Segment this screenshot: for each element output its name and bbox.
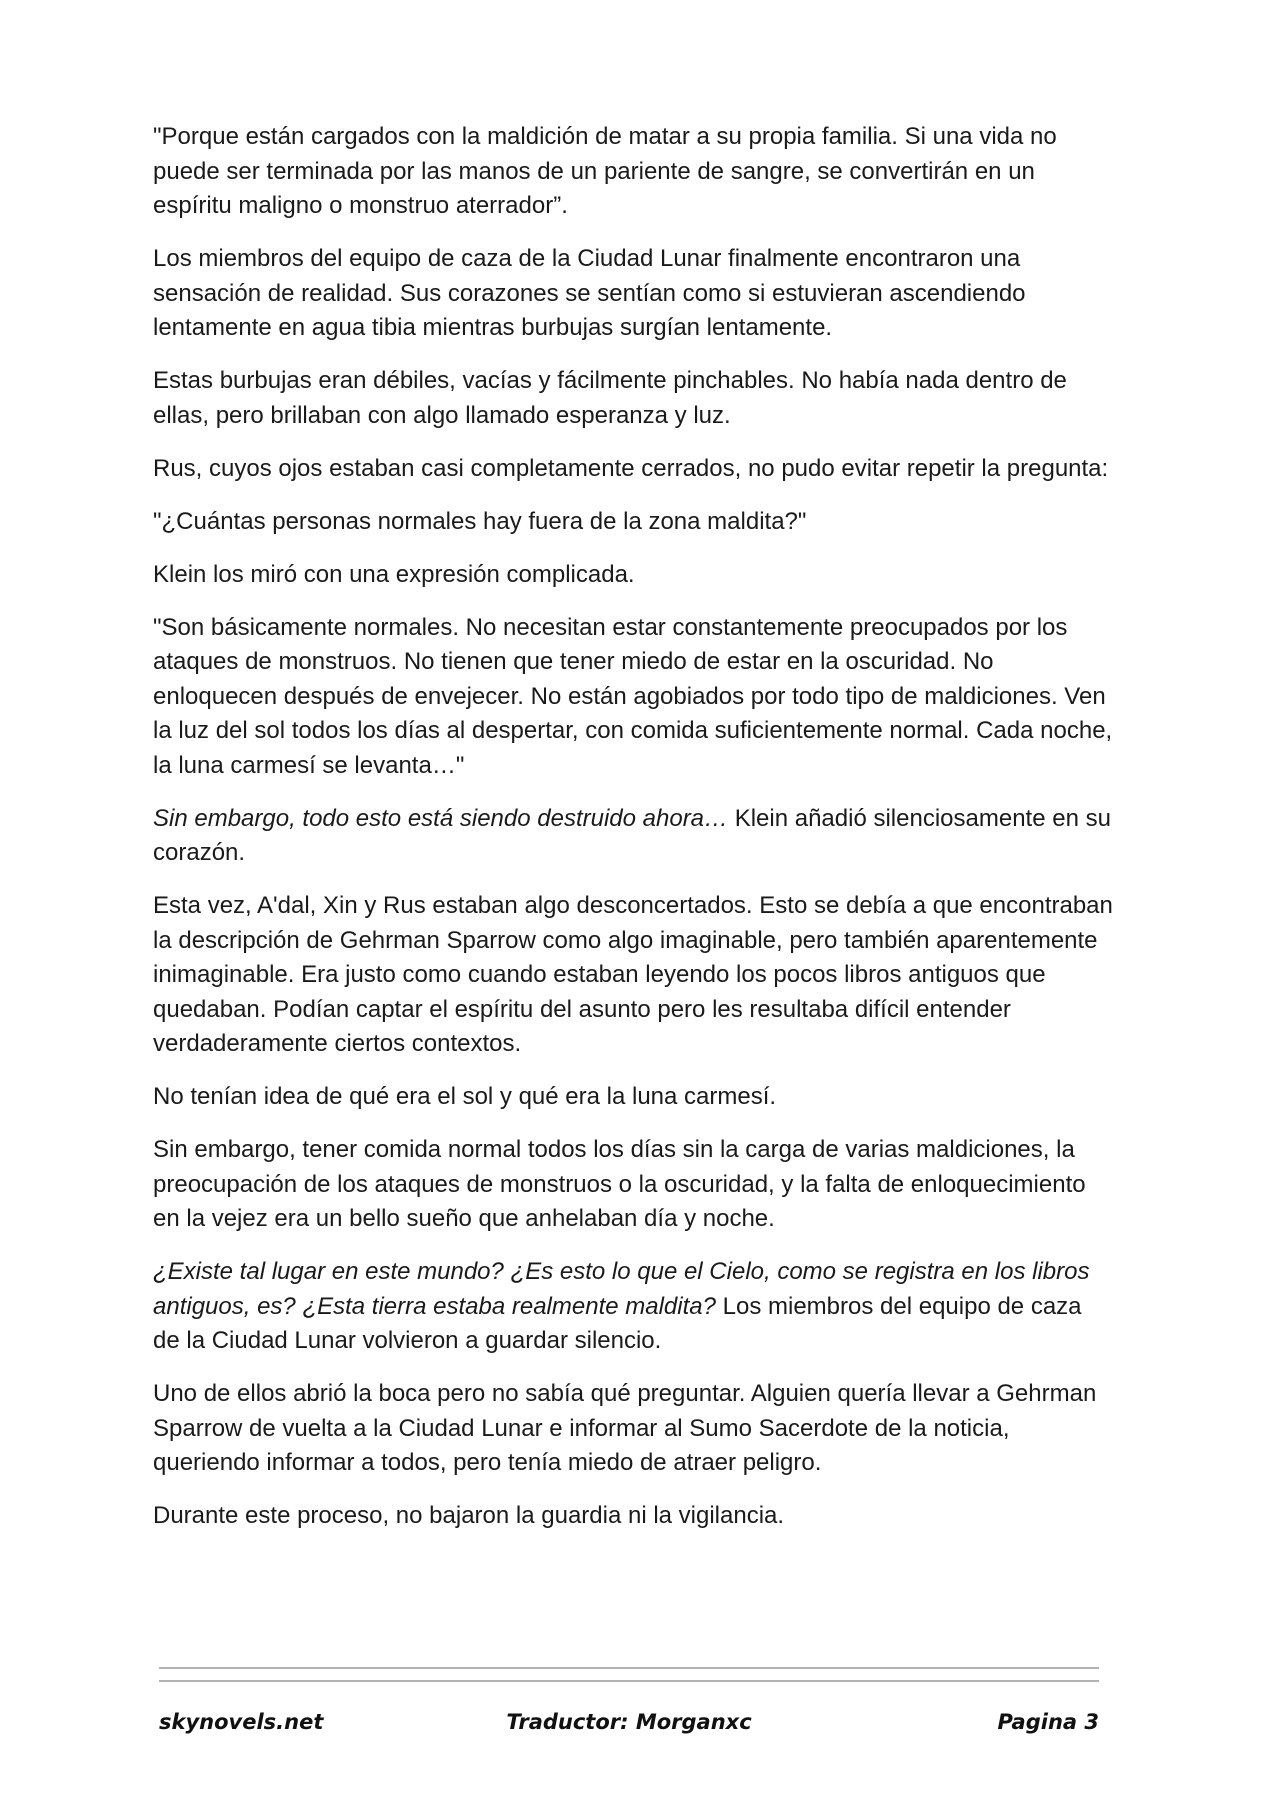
paragraph (153, 1133, 1113, 1237)
footer-translator: Traductor: Morganxc (506, 1710, 752, 1734)
paragraph-text: Sin embargo, tener comida normal todos los días sin la carga de varias maldiciones, la preocupación de los ataques de monstruos o la oscuridad, y la falta de enloquecimiento en la vejez era un bello sueño que anhelaban día y noche. (153, 1136, 1086, 1232)
paragraph (153, 1499, 1113, 1534)
paragraph-text: Klein los miró con una expresión complicada. (153, 560, 635, 588)
footer-site-name: skynovels.net (159, 1710, 324, 1734)
paragraph-text: Durante este proceso, no bajaron la guardia ni la vigilancia. (153, 1502, 785, 1529)
paragraph-text: Esta vez, A'dal, Xin y Rus estaban algo desconcertados. Esto se debía a que encontraban la descripción de Gehrman Sparrow como algo imaginable, pero también aparentemente inimaginable. Era justo como cuando estaban leyendo los pocos libros antiguos que quedaban. Podían captar el espíritu del asunto pero les resultaba difícil entender verdaderamente ciertos contextos. (153, 892, 1113, 1057)
footer-page-number: Pagina 3 (997, 1710, 1099, 1734)
paragraph (153, 120, 1113, 224)
paragraph-italic-text: ¿Existe tal lugar en este mundo? ¿Es esto lo que el Cielo, como se registra en los libros antiguos, es? ¿Esta tierra estaba realmente maldita? (153, 1258, 1090, 1320)
paragraph (153, 1377, 1113, 1481)
paragraph (153, 505, 1113, 540)
paragraph (153, 452, 1113, 487)
paragraph-text: Estas burbujas eran débiles, vacías y fácilmente pinchables. No había nada dentro de ellas, pero brillaban con algo llamado esperanza y luz. (153, 367, 1067, 429)
paragraph (153, 611, 1113, 784)
paragraph-italic-text: Sin embargo, todo esto está siendo destruido ahora… (153, 804, 729, 832)
footer-divider-bottom (159, 1680, 1099, 1682)
paragraph-text: "Son básicamente normales. No necesitan estar constantemente preocupados por los ataques de monstruos. No tienen que tener miedo de estar en la oscuridad. No enloquecen después de envejecer. No están agobiados por todo tipo de maldiciones. Ven la luz del sol todos los días al despertar, con comida suficientemente normal. Cada noche, la luna carmesí se levanta…" (153, 613, 1113, 779)
document-body (153, 120, 1113, 1552)
page-footer (159, 1710, 1099, 1750)
paragraph (153, 889, 1113, 1062)
footer-divider-top (159, 1667, 1099, 1669)
paragraph-text: Los miembros del equipo de caza de la Ciudad Lunar volvieron a guardar silencio. (153, 1292, 1082, 1354)
paragraph (153, 802, 1113, 871)
paragraph-text: Los miembros del equipo de caza de la Ciudad Lunar finalmente encontraron una sensación de realidad. Sus corazones se sentían como si estuvieran ascendiendo lentamente en agua tibia mientras burbujas surgían lentamente. (153, 245, 1026, 341)
paragraph (153, 1255, 1113, 1359)
paragraph (153, 1080, 1113, 1115)
paragraph-text: Rus, cuyos ojos estaban casi completamente cerrados, no pudo evitar repetir la pregunta: (153, 454, 1109, 482)
paragraph-text: No tenían idea de qué era el sol y qué era la luna carmesí. (153, 1083, 777, 1110)
paragraph-text: "Porque están cargados con la maldición de matar a su propia familia. Si una vida no puede ser terminada por las manos de un pariente de sangre, se convertirán en un espíritu maligno o monstruo aterrador”. (153, 123, 1057, 219)
paragraph-text: Klein añadió silenciosamente en su corazón. (153, 804, 1111, 866)
paragraph-text: "¿Cuántas personas normales hay fuera de la zona maldita?" (153, 507, 807, 535)
paragraph-text: Uno de ellos abrió la boca pero no sabía qué preguntar. Alguien quería llevar a Gehrman Sparrow de vuelta a la Ciudad Lunar e informar al Sumo Sacerdote de la noticia, queriendo informar a todos, pero tenía miedo de atraer peligro. (153, 1380, 1097, 1476)
paragraph (153, 364, 1113, 433)
paragraph (153, 242, 1113, 346)
paragraph (153, 558, 1113, 593)
